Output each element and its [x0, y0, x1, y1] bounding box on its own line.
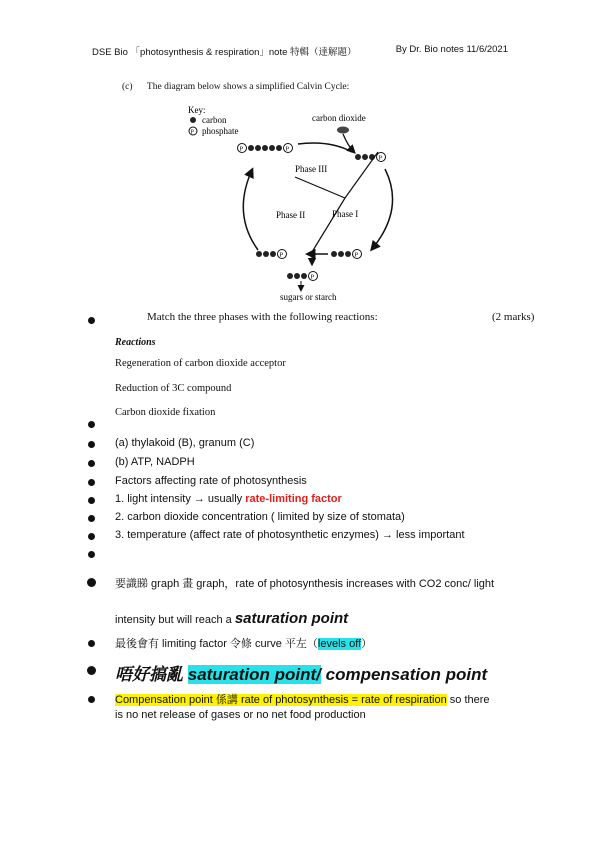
compensation-highlight: Compensation point 係講 rate of photosynthesis = rate of respiration — [115, 694, 447, 706]
bullet — [88, 317, 95, 324]
calvin-cycle-diagram — [180, 104, 420, 304]
note-factor-co2: 2. carbon dioxide concentration ( limited by size of stomata) — [115, 511, 405, 523]
output-molecule-icon — [287, 272, 318, 281]
phase-1-label: Phase I — [332, 209, 359, 219]
note-factors-heading: Factors affecting rate of photosynthesis — [115, 475, 307, 487]
bullet — [88, 533, 95, 540]
bullet — [88, 515, 95, 522]
bullet — [87, 666, 96, 675]
key-phosphate-label: phosphate — [202, 126, 239, 136]
pga-molecule-icon — [355, 153, 386, 162]
svg-text:P: P — [310, 273, 315, 281]
phase-3-label: Phase III — [295, 164, 328, 174]
match-instruction: Match the three phases with the following reactions: — [147, 311, 378, 323]
key-carbon-icon — [190, 117, 196, 123]
rate-limiting-highlight: rate-limiting factor — [245, 493, 342, 505]
pga-bottom-right-icon — [331, 250, 362, 259]
note-limiting-factor: 最後會有 limiting factor 令條 curve 平左（levels off） — [115, 638, 373, 650]
output-label: sugars or starch — [280, 292, 337, 302]
svg-text:P: P — [190, 129, 194, 136]
note-compensation-line2: is no net release of gases or no net food production — [115, 709, 366, 721]
bullet — [88, 460, 95, 467]
levels-off-highlight: levels off — [317, 638, 362, 650]
reaction-item: Reduction of 3C compound — [115, 383, 232, 394]
question-intro-text: The diagram below shows a simplified Calvin Cycle: — [146, 82, 350, 92]
bullet — [88, 441, 95, 448]
svg-text:P: P — [378, 154, 383, 162]
header-title: DSE Bio 「photosynthesis & respiration」note 特輯（達解題） — [92, 47, 357, 58]
bullet — [88, 551, 95, 558]
header-author-date: By Dr. Bio notes 11/6/2021 — [395, 44, 508, 55]
phase-2-label: Phase II — [276, 210, 306, 220]
svg-text:P: P — [279, 251, 284, 259]
co2-label: carbon dioxide — [312, 113, 366, 123]
reaction-item: Regeneration of carbon dioxide acceptor — [115, 358, 286, 369]
note-graph-line2: intensity but will reach a saturation point — [115, 610, 349, 627]
note-dont-confuse: 唔好搞亂 saturation point/ compensation point — [115, 665, 488, 684]
bullet — [88, 696, 95, 703]
reactions-title: Reactions — [115, 337, 156, 348]
note-factor-temperature: 3. temperature (affect rate of photosynthetic enzymes) → less important — [115, 529, 465, 541]
svg-text:P: P — [285, 145, 290, 153]
note-factor-light: 1. light intensity → usually rate-limiting factor — [115, 493, 342, 505]
note-compensation-line1: Compensation point 係講 rate of photosynthesis = rate of respiration so there — [115, 694, 490, 706]
bullet — [88, 640, 95, 647]
rubp-molecule-icon — [238, 144, 293, 153]
note-answer-b: (b) ATP, NADPH — [115, 456, 195, 468]
bullet — [88, 479, 95, 486]
svg-text:P: P — [354, 251, 359, 259]
page-header — [92, 44, 508, 58]
bullet — [87, 578, 96, 587]
co2-molecule-icon — [337, 127, 349, 134]
bullet — [88, 497, 95, 504]
triose-phosphate-left-icon — [256, 250, 287, 259]
question-part: (c) — [122, 82, 133, 92]
saturation-point-emphasis: saturation point — [234, 610, 349, 627]
question-intro — [122, 82, 349, 92]
key-title: Key: — [188, 105, 206, 115]
note-graph-line1: 要識睇 graph 畫 graph，rate of photosynthesis increases with CO2 conc/ light — [115, 578, 495, 590]
bullet — [88, 421, 95, 428]
marks: (2 marks) — [492, 311, 535, 323]
note-answer-a: (a) thylakoid (B), granum (C) — [115, 437, 255, 449]
key-carbon-label: carbon — [202, 115, 227, 125]
saturation-highlight: saturation point/ — [187, 665, 321, 684]
svg-text:P: P — [239, 145, 244, 153]
reaction-item: Carbon dioxide fixation — [115, 407, 216, 418]
